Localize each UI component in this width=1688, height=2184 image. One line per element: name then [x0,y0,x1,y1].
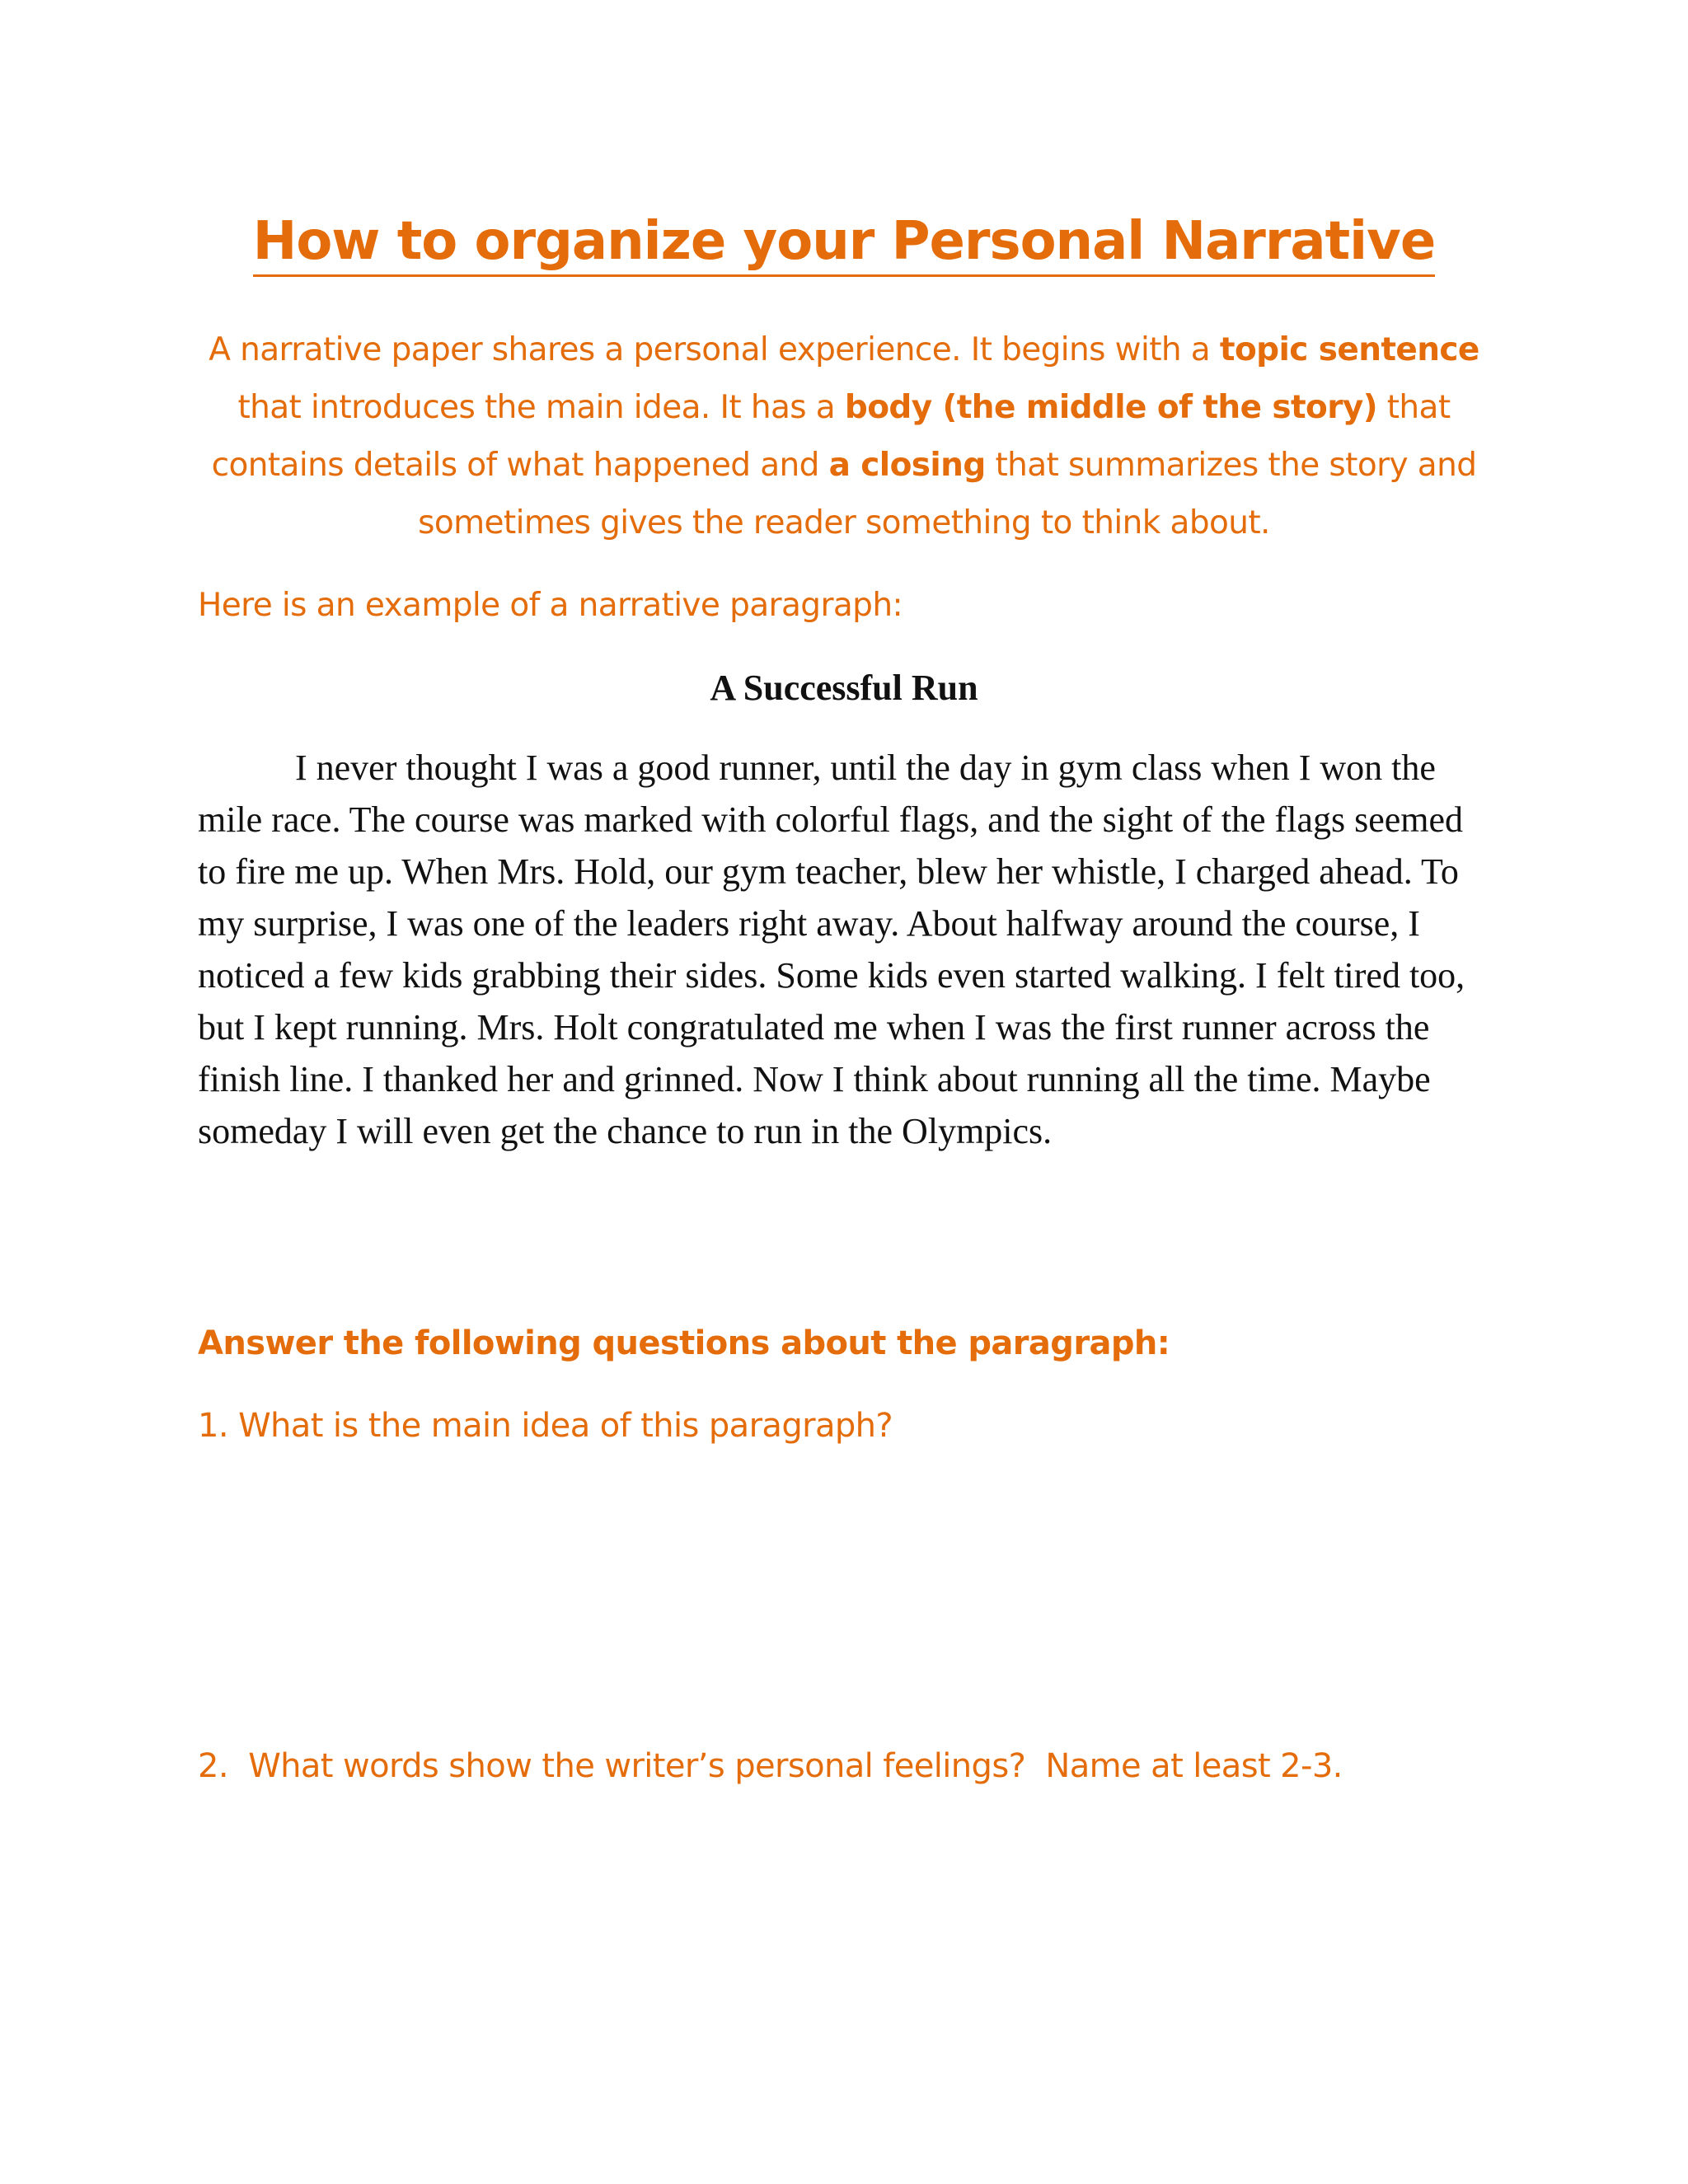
page-title [0,210,1688,277]
intro-paragraph [206,321,1482,552]
intro-term-body: body (the middle of the story) [844,389,1377,426]
story-paragraph: I never thought I was a good runner, until the day in gym class when I won the mile race. The course was marked with colorful flags, and the sight of the flags seemed to fire me up. When Mrs. Hold, our gym teacher, blew her whistle, I charged ahead. To my surprise, I was one of the leaders right away. About halfway around the course, I noticed a few kids grabbing their sides. Some kids even started walking. I felt tired too, but I kept running. Mrs. Holt congratulated me when I was the first runner across the finish line. I thanked her and grinned. Now I think about running all the time. Maybe someday I will even get the chance to run in the Olympics. [198,748,1465,1151]
example-lead: Here is an example of a narrative paragraph: [198,587,903,624]
question-1: 1. What is the main idea of this paragraph? [198,1407,893,1445]
story-body [198,742,1500,1157]
intro-text-4: that summarizes the story and sometimes gives the reader something to think about. [418,447,1477,541]
story-title: A Successful Run [710,668,978,708]
intro-text-2: that introduces the main idea. It has a [237,389,845,426]
question-2: 2. What words show the writer’s personal feelings? Name at least 2-3. [198,1747,1343,1785]
page-title-text: How to organize your Personal Narrative [253,210,1435,277]
questions-lead: Answer the following questions about the paragraph: [198,1324,1170,1362]
intro-term-closing: a closing [828,447,986,484]
intro-text-1: A narrative paper shares a personal experience. It begins with a [209,331,1220,368]
intro-term-topic-sentence: topic sentence [1219,331,1479,368]
intro-text-3: that contains details of what happened and [211,389,1451,484]
